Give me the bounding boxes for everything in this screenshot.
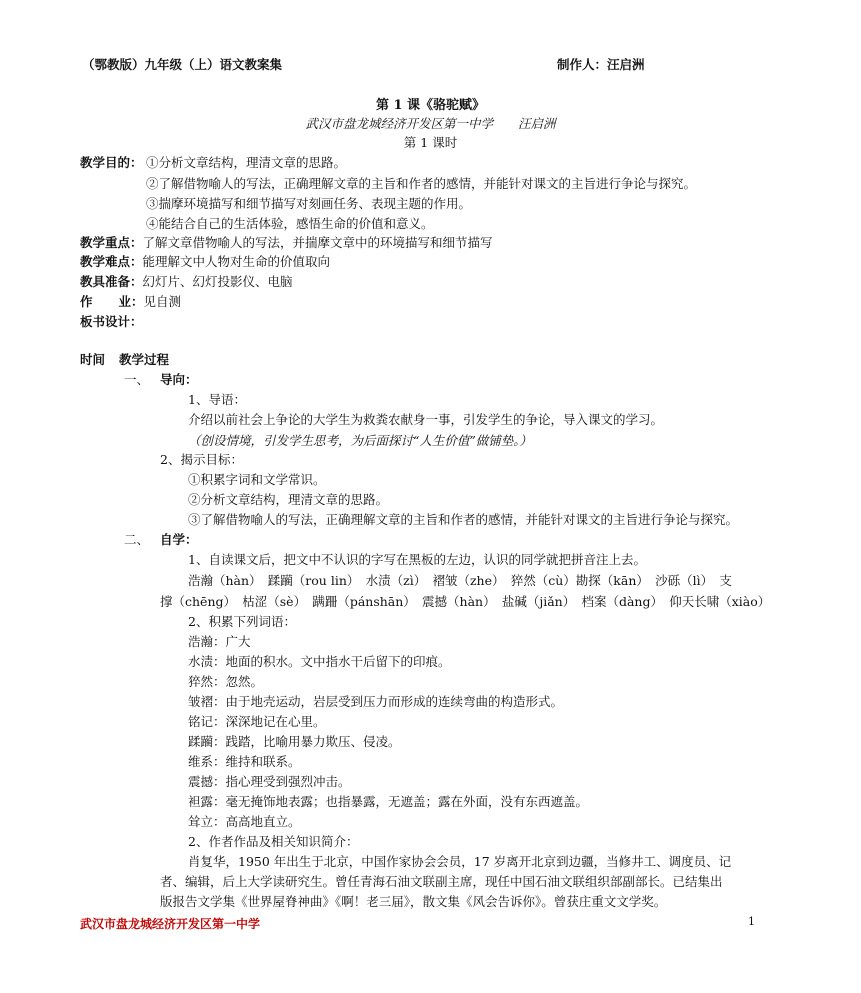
target-item: ②分析文章结构，理清文章的思路。 [188,492,389,507]
footer-school: 武汉市盘龙城经济开发区第一中学 [80,917,261,931]
target-item: ③了解借物喻人的写法，正确理解文章的主旨和作者的感情，并能针对课文的主旨进行争论与探究。 [188,512,739,527]
page-title: 第 1 课《骆驼赋》 [375,98,486,113]
difficulty-text: 能理解文中人物对生命的价值取向 [142,254,331,269]
goal-item: ③揣摩环境描写和细节描写对刻画任务、表现主题的作用。 [146,196,472,211]
session-label: 第 1 课时 [403,135,458,150]
author-line: 肖复华，1950 年出生于北京，中国作家协会会员，17 岁离开北京到边疆，当修井工、调度员、记 [188,854,732,869]
section2-number: 二、 [124,532,150,547]
target-item: ①积累字词和文学常识。 [188,472,326,487]
vocab-item: 袒露：毫无掩饰地表露；也指暴露，无遮盖；露在外面，没有东西遮盖。 [188,794,589,809]
pinyin-line: 浩瀚（hàn） 蹂躏（rou lin） 水渍（zì） 褶皱（zhe） 猝然（cù）勘探（kān） 沙砾（lì） 支 [188,573,732,588]
vocab-item: 蹂躏：践踏，比喻用暴力欺压、侵凌。 [188,734,401,749]
homework-label-a: 作 [80,294,93,309]
vocab-item: 水渍：地面的积水。文中指水干后留下的印痕。 [188,654,451,669]
difficulty-row [80,252,330,270]
tools-row [80,272,293,290]
page-subtitle: 武汉市盘龙城经济开发区第一中学 汪启洲 [305,116,556,131]
task3-text: 2、作者作品及相关知识简介： [188,834,359,849]
board-label: 板书设计： [80,314,143,329]
intro-text: 介绍以前社会上争论的大学生为救粪农献身一事，引发学生的争论，导入课文的学习。 [188,412,664,427]
pinyin-line: 撑（chēng） 枯涩（sè） 蹒跚（pánshān） 震撼（hàn） 盐碱（jiǎn） 档案（dàng） 仰天长啸（xiào） [160,594,771,609]
goals-label: 教学目的： [80,155,143,170]
vocab-item: 维系：维持和联系。 [188,754,301,769]
intro-note: （创设情境，引发学生思考，为后面探讨“人生价值”做铺垫。） [188,433,533,448]
page-number: 1 [748,915,755,928]
header-right: 制作人：汪启洲 [557,57,645,72]
section1-number: 一、 [124,372,150,387]
goal-item: ①分析文章结构，理清文章的思路。 [146,155,347,170]
homework-text: 见自测 [143,294,182,309]
tools-label: 教具准备： [80,274,143,289]
author-line: 者、编辑，后上大学读研究生。曾任青海石油文联副主席，现任中国石油文联组织部副部长。已结集出 [160,874,723,889]
header-left: （鄂教版）九年级（上）语文教案集 [82,57,283,72]
process-time-label: 时间 [80,352,106,367]
focus-row [80,233,493,251]
intro-label: 1、导语： [188,392,246,407]
vocab-item: 耸立：高高地直立。 [188,814,301,829]
vocab-item: 皱褶：由于地壳运动，岩层受到压力而形成的连续弯曲的构造形式。 [188,694,564,709]
vocab-item: 浩瀚：广大 [188,634,251,649]
homework-row [80,292,181,310]
vocab-item: 铭记：深深地记在心里。 [188,714,326,729]
homework-label-b: 业： [118,294,144,309]
section2-title: 自学： [160,532,198,547]
focus-label: 教学重点： [80,235,143,250]
vocab-item: 猝然：忽然。 [188,674,264,689]
goal-item: ②了解借物喻人的写法，正确理解文章的主旨和作者的感情，并能针对课文的主旨进行争论与探究。 [146,176,697,191]
goal-item: ④能结合自己的生活体验，感悟生命的价值和意义。 [146,216,434,231]
difficulty-label: 教学难点： [80,254,143,269]
author-line: 版报告文学集《世界屋脊神曲》《啊！老三届》，散文集《风会告诉你》。曾获庄重文文学奖。 [160,894,667,909]
task2-text: 2、积累下列词语： [188,614,296,629]
section1-title: 导向： [160,372,198,387]
target-label: 2、揭示目标： [160,452,243,467]
focus-text: 了解文章借物喻人的写法，并揣摩文章中的环境描写和细节描写 [142,235,493,250]
tools-text: 幻灯片、幻灯投影仪、电脑 [142,274,293,289]
vocab-item: 震撼：指心理受到强烈冲击。 [188,774,351,789]
process-label: 教学过程 [119,352,170,367]
task1-text: 1、自读课文后，把文中不认识的字写在黑板的左边，认识的同学就把拼音注上去。 [188,552,646,567]
